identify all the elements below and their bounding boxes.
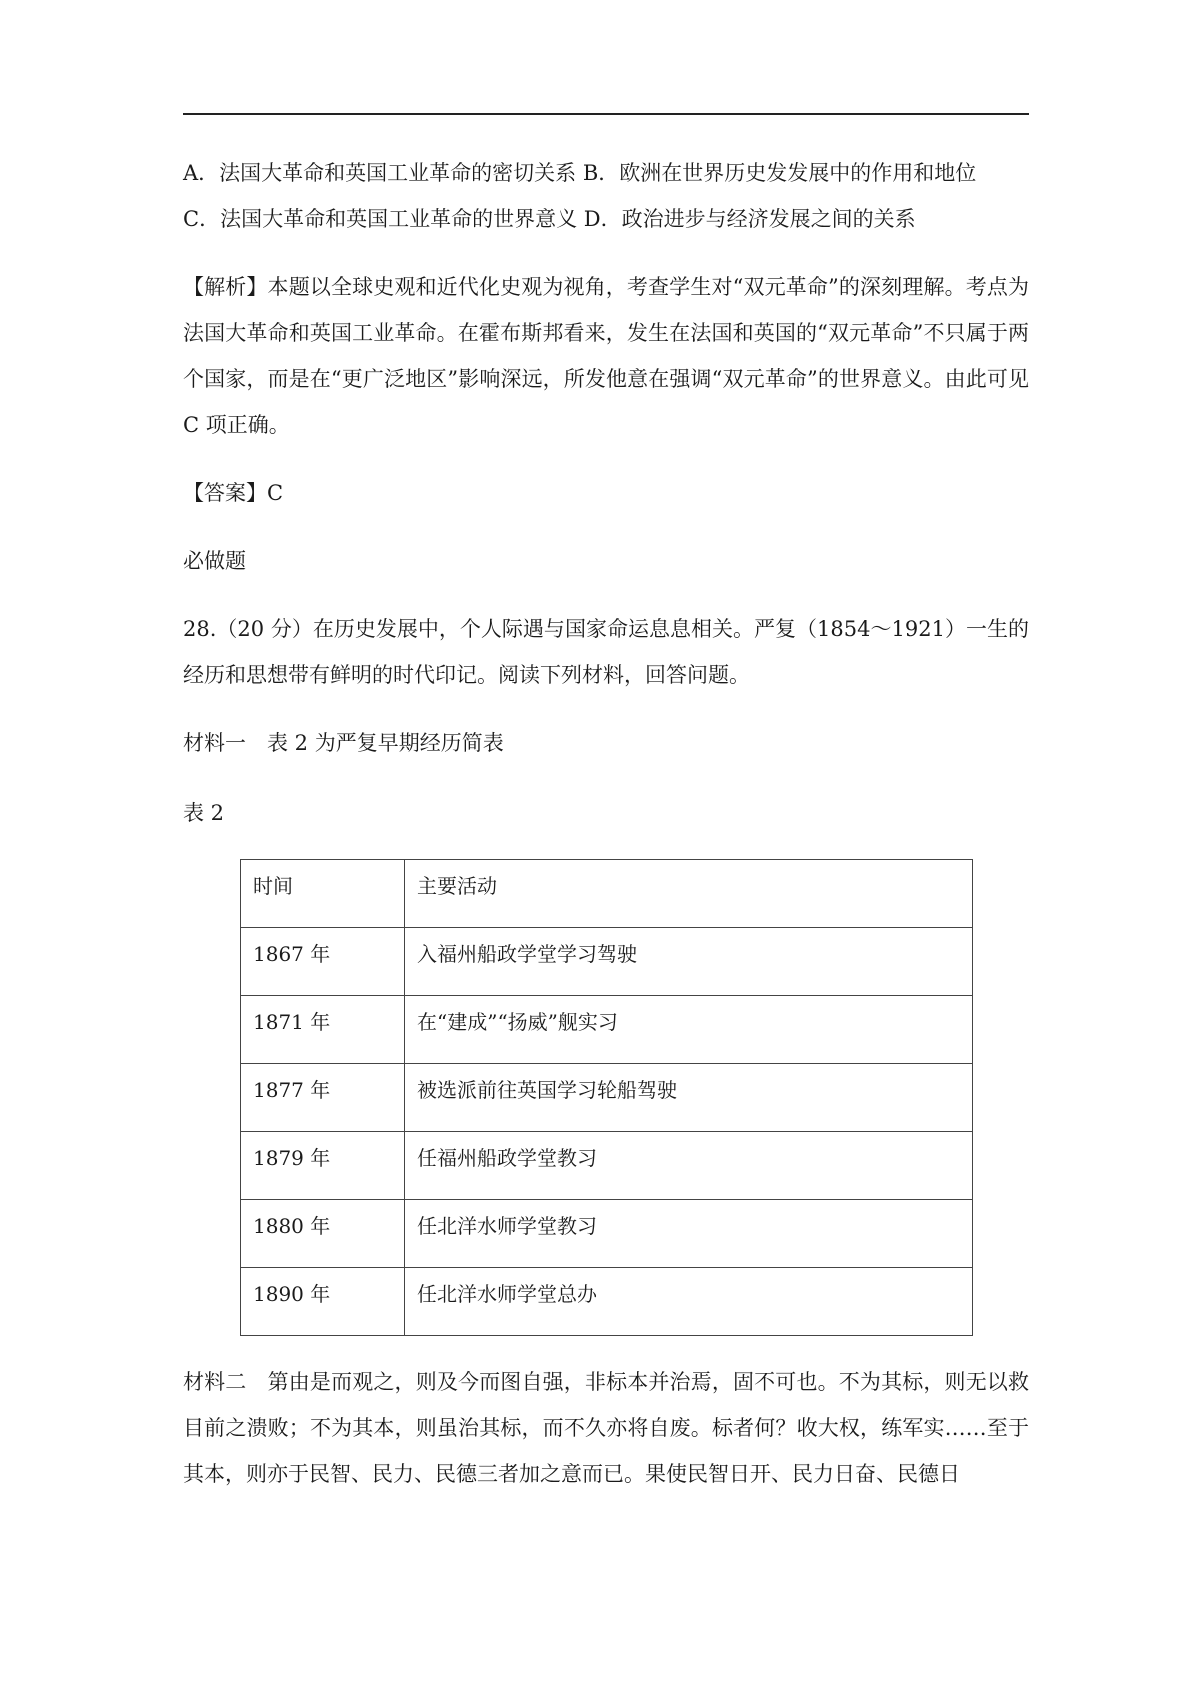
table-cell-activity: 在“建成”“扬威”舰实习	[405, 996, 973, 1064]
table-row	[241, 1200, 973, 1268]
document-body	[183, 150, 1029, 836]
table-cell-year: 1871 年	[241, 996, 405, 1064]
question-28: 28.（20 分）在历史发展中，个人际遇与国家命运息息相关。严复（1854～1921）一生的经历和思想带有鲜明的时代印记。阅读下列材料，回答问题。	[183, 617, 1029, 687]
table-header-time: 时间	[241, 860, 405, 928]
table-cell-activity: 入福州船政学堂学习驾驶	[405, 928, 973, 996]
table-row	[241, 1268, 973, 1336]
header-rule	[183, 113, 1029, 115]
material-2-paragraph: 材料二 第由是而观之，则及今而图自强，非标本并治焉，固不可也。不为其标，则无以救目前之溃败；不为其本，则虽治其标，而不久亦将自废。标者何？收大权，练军实……至于其本，则亦于民智、民力、民德三者加之意而已。果使民智日开、民力日奋、民德日	[183, 1370, 1029, 1486]
options-line-2: C．法国大革命和英国工业革命的世界意义 D．政治进步与经济发展之间的关系	[183, 207, 916, 231]
table-cell-activity: 被选派前往英国学习轮船驾驶	[405, 1064, 973, 1132]
table-cell-year: 1867 年	[241, 928, 405, 996]
table-row	[241, 928, 973, 996]
table-cell-year: 1880 年	[241, 1200, 405, 1268]
table-cell-year: 1877 年	[241, 1064, 405, 1132]
table-row	[241, 1064, 973, 1132]
options-line-1: A．法国大革命和英国工业革命的密切关系 B．欧洲在世界历史发发展中的作用和地位	[183, 161, 977, 185]
answer-line: 【答案】C	[183, 481, 284, 505]
table-row	[241, 1132, 973, 1200]
table-cell-activity: 任福州船政学堂教习	[405, 1132, 973, 1200]
section-title: 必做题	[183, 549, 246, 573]
table-cell-activity: 任北洋水师学堂教习	[405, 1200, 973, 1268]
table-cell-year: 1879 年	[241, 1132, 405, 1200]
table-cell-year: 1890 年	[241, 1268, 405, 1336]
yan-fu-timeline-table	[240, 859, 973, 1336]
table-caption: 表 2	[183, 801, 225, 825]
table-header-row	[241, 860, 973, 928]
table-cell-activity: 任北洋水师学堂总办	[405, 1268, 973, 1336]
table-row	[241, 996, 973, 1064]
material-1-intro: 材料一 表 2 为严复早期经历简表	[183, 731, 504, 755]
table-header-activity: 主要活动	[405, 860, 973, 928]
analysis-paragraph: 【解析】本题以全球史观和近代化史观为视角，考查学生对“双元革命”的深刻理解。考点为法国大革命和英国工业革命。在霍布斯邦看来，发生在法国和英国的“双元革命”不只属于两个国家，而是在“更广泛地区”影响深远，所发他意在强调“双元革命”的世界意义。由此可见 C 项正确。	[183, 275, 1029, 437]
